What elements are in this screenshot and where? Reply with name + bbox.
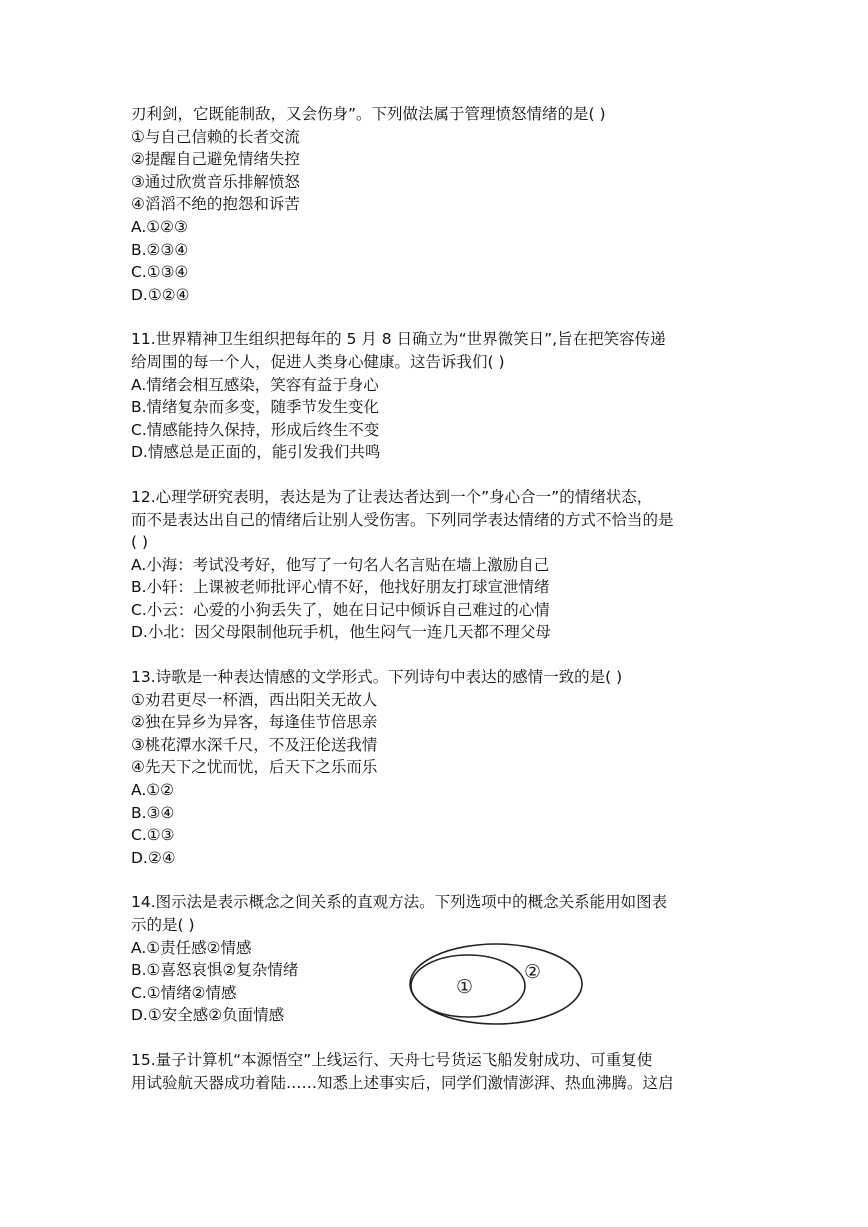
option-c: C.小云：心爱的小狗丢失了，她在日记中倾诉自己难过的心情: [131, 600, 550, 619]
statement-item: ①劝君更尽一杯酒，西出阳关无故人: [131, 690, 378, 709]
statement-item: ②提醒自己避免情绪失控: [131, 150, 300, 169]
exam-page: [131, 103, 741, 1116]
statement-item: ④先天下之忧而忧，后天下之乐而乐: [131, 758, 378, 777]
venn-diagram: [406, 939, 586, 1029]
question-stem: 11.世界精神卫生组织把每年的 5 月 8 日确立为“世界微笑日”,旨在把笑容传递: [131, 330, 666, 349]
option-d: D.①安全感②负面情感: [131, 1006, 285, 1025]
question-15: [131, 1049, 741, 1094]
option-c: C.情感能持久保持，形成后终生不变: [131, 420, 380, 439]
question-stem: ( ): [131, 533, 149, 552]
option-b: B.①喜怒哀惧②复杂情绪: [131, 961, 299, 980]
question-stem: 给周围的每一个人，促进人类身心健康。这告诉我们( ): [131, 352, 505, 371]
inner-label: ①: [456, 976, 474, 999]
option-a: A.情绪会相互感染，笑容有益于身心: [131, 375, 379, 394]
option-c: C.①③: [131, 826, 175, 845]
option-c: C.①情绪②情感: [131, 983, 237, 1002]
statement-item: ②独在异乡为异客，每逢佳节倍思亲: [131, 713, 378, 732]
option-d: D.②④: [131, 848, 176, 867]
option-c: C.①③④: [131, 263, 189, 282]
question-stem: 14.图示法是表示概念之间关系的直观方法。下列选项中的概念关系能用如图表: [131, 893, 668, 912]
question-stem: 13.诗歌是一种表达情感的文学形式。下列诗句中表达的感情一致的是( ): [131, 668, 623, 687]
question-11: [131, 328, 741, 464]
option-d: D.小北：因父母限制他玩手机，他生闷气一连几天都不理父母: [131, 623, 551, 642]
option-a: A.①责任感②情感: [131, 938, 252, 957]
question-10: [131, 103, 741, 306]
option-b: B.情绪复杂而多变，随季节发生变化: [131, 398, 380, 417]
option-a: A.小海：考试没考好，他写了一句名人名言贴在墙上激励自己: [131, 555, 550, 574]
question-stem: 用试验航天器成功着陆……知悉上述事实后，同学们激情澎湃、热血沸腾。这启: [131, 1073, 674, 1092]
question-13: [131, 666, 741, 869]
question-14: [131, 891, 741, 1027]
question-stem: 15.量子计算机“本源悟空”上线运行、天舟七号货运飞船发射成功、可重复使: [131, 1050, 653, 1069]
option-b: B.②③④: [131, 240, 189, 259]
option-b: B.小轩：上课被老师批评心情不好，他找好朋友打球宣泄情绪: [131, 578, 550, 597]
option-d: D.①②④: [131, 285, 190, 304]
question-stem: 12.心理学研究表明，表达是为了让表达者达到一个”身心合一”的情绪状态，: [131, 487, 653, 506]
option-b: B.③④: [131, 803, 175, 822]
outer-label: ②: [524, 961, 542, 984]
option-a: A.①②: [131, 781, 175, 800]
statement-item: ①与自己信赖的长者交流: [131, 127, 300, 146]
statement-item: ④滔滔不绝的抱怨和诉苦: [131, 195, 300, 214]
question-stem: 示的是( ): [131, 916, 195, 934]
question-12: [131, 486, 741, 644]
option-a: A.①②③: [131, 217, 188, 236]
option-d: D.情感总是正面的，能引发我们共鸣: [131, 443, 381, 462]
question-stem: 而不是表达出自己的情绪后让别人受伤害。下列同学表达情绪的方式不恰当的是: [131, 510, 674, 529]
statement-item: ③桃花潭水深千尺，不及汪伦送我情: [131, 735, 378, 754]
statement-item: ③通过欣赏音乐排解愤怒: [131, 172, 300, 191]
question-stem: 刃利剑，它既能制敌，又会伤身”。下列做法属于管理愤怒情绪的是( ): [131, 105, 606, 123]
